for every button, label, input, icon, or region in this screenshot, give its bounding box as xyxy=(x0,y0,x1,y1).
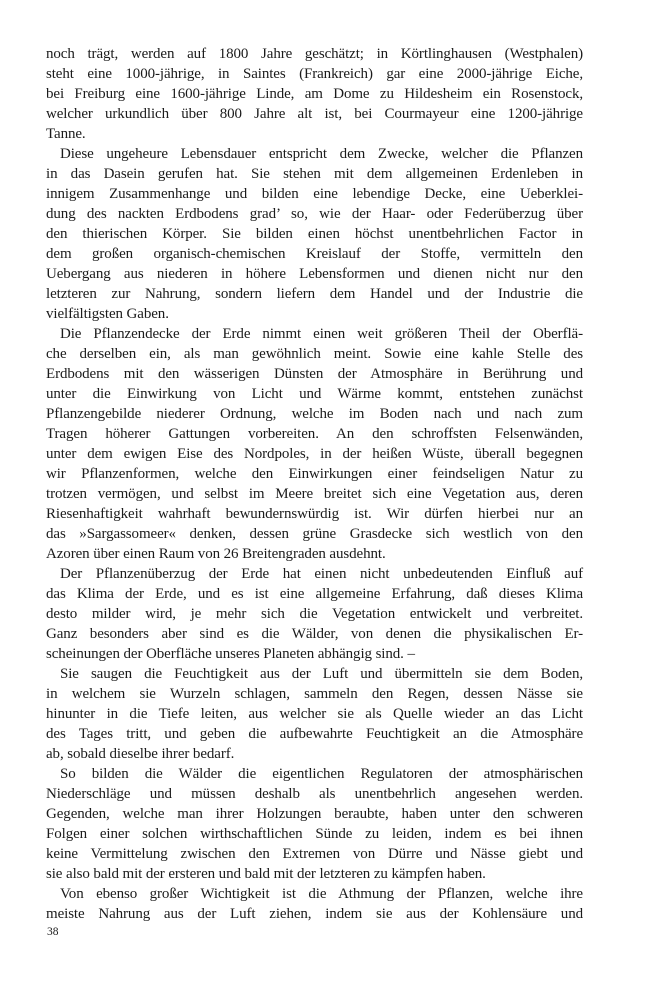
text-line: Folgen einer solchen wirthschaftlichen Sünde zu leiden, indem es bei ihnen xyxy=(46,826,583,842)
text-line: noch trägt, werden auf 1800 Jahre geschätzt; in Körtlinghausen (Westphalen) xyxy=(46,46,583,62)
text-line: in das Dasein gerufen hat. Sie stehen mit dem allgemeinen Erdenleben in xyxy=(46,166,583,182)
text-line: unter die Einwirkung von Licht und Wärme kommt, entstehen zunächst xyxy=(46,386,583,402)
text-line: So bilden die Wälder die eigentlichen Regulatoren der atmosphärischen xyxy=(60,766,583,782)
paragraph xyxy=(46,564,583,664)
text-line: Riesenhaftigkeit wahrhaft bewundernswürdig ist. Wir dürfen hierbei nur an xyxy=(46,506,583,522)
text-line: Die Pflanzendecke der Erde nimmt einen weit größeren Theil der Oberflä- xyxy=(60,326,583,342)
text-line: letzteren zur Nahrung, sondern liefern dem Handel und der Industrie die xyxy=(46,286,583,302)
text-line: Gegenden, welche man ihrer Holzungen beraubte, haben unter den schweren xyxy=(46,806,583,822)
text-line: Pflanzengebilde niederer Ordnung, welche im Boden nach und nach zum xyxy=(46,406,583,422)
text-line: unter dem ewigen Eise des Nordpoles, in der heißen Wüste, überall begegnen xyxy=(46,446,583,462)
text-line: vielfältigsten Gaben. xyxy=(46,306,169,322)
text-line: Der Pflanzenüberzug der Erde hat einen nicht unbedeutenden Einfluß auf xyxy=(60,566,583,582)
paragraph xyxy=(46,324,583,564)
text-line: meiste Nahrung aus der Luft ziehen, indem sie aus der Kohlensäure und xyxy=(46,906,583,922)
text-line: Diese ungeheure Lebensdauer entspricht dem Zwecke, welcher die Pflanzen xyxy=(60,146,583,162)
text-line: des Tages tritt, und geben die aufbewahrte Feuchtigkeit an die Atmosphäre xyxy=(46,726,583,742)
text-line: Tanne. xyxy=(46,126,86,142)
paragraph xyxy=(46,664,583,764)
text-line: desto milder wird, je mehr sich die Vegetation entwickelt und verbreitet. xyxy=(46,606,583,622)
paragraph xyxy=(46,144,583,324)
text-line: hinunter in die Tiefe leiten, aus welcher sie als Quelle wieder an das Licht xyxy=(46,706,583,722)
text-line: dung des nackten Erdbodens grad’ so, wie der Haar- oder Federüberzug über xyxy=(46,206,583,222)
text-line: den thierischen Körper. Sie bilden einen höchst unentbehrlichen Factor in xyxy=(46,226,583,242)
text-line: bei Freiburg eine 1600-jährige Linde, am Dome zu Hildesheim ein Rosenstock, xyxy=(46,86,583,102)
text-block xyxy=(46,44,583,924)
text-line: wir Pflanzenformen, welche den Einwirkungen einer feindseligen Natur zu xyxy=(46,466,583,482)
paragraph xyxy=(46,764,583,884)
text-line: innigem Zusammenhange und bilden eine lebendige Decke, eine Ueberklei- xyxy=(46,186,583,202)
text-line: Azoren über einen Raum von 26 Breitengraden ausdehnt. xyxy=(46,546,386,562)
text-line: welcher urkundlich über 800 Jahre alt ist, bei Courmayeur eine 1200-jährige xyxy=(46,106,583,122)
text-line: Tragen höherer Gattungen vorbereiten. An den schroffsten Felsenwänden, xyxy=(46,426,583,442)
text-line: Niederschläge und müssen deshalb als unentbehrlich angesehen werden. xyxy=(46,786,583,802)
text-line: steht eine 1000-jährige, in Saintes (Frankreich) gar eine 2000-jährige Eiche, xyxy=(46,66,583,82)
page-number: 38 xyxy=(47,926,59,938)
text-line: ab, sobald dieselbe ihrer bedarf. xyxy=(46,746,235,762)
text-line: Uebergang aus niederen in höhere Lebensformen und dienen nicht nur den xyxy=(46,266,583,282)
text-line: Sie saugen die Feuchtigkeit aus der Luft und übermitteln sie dem Boden, xyxy=(60,666,583,682)
text-line: Von ebenso großer Wichtigkeit ist die Athmung der Pflanzen, welche ihre xyxy=(60,886,583,902)
text-line: das Klima der Erde, und es ist eine allgemeine Erfahrung, daß dieses Klima xyxy=(46,586,583,602)
text-line: keine Vermittelung zwischen den Extremen von Dürre und Nässe giebt und xyxy=(46,846,583,862)
text-line: sie also bald mit der ersteren und bald mit der letzteren zu kämpfen haben. xyxy=(46,866,486,882)
text-line: che derselben ein, als man gewöhnlich meint. Sowie eine kahle Stelle des xyxy=(46,346,583,362)
text-line: in welchem sie Wurzeln schlagen, sammeln den Regen, dessen Nässe sie xyxy=(46,686,583,702)
text-line: scheinungen der Oberfläche unseres Planeten abhängig sind. – xyxy=(46,646,415,662)
text-line: Ganz besonders aber sind es die Wälder, von denen die physikalischen Er- xyxy=(46,626,583,642)
text-line: das »Sargassomeer« denken, dessen grüne Grasdecke sich westlich von den xyxy=(46,526,583,542)
text-line: Erdbodens mit den wässerigen Dünsten der Atmosphäre in Berührung und xyxy=(46,366,583,382)
paragraph xyxy=(46,44,583,144)
paragraph xyxy=(46,884,583,924)
text-line: trotzen vermögen, und selbst im Meere breitet sich eine Vegetation aus, deren xyxy=(46,486,583,502)
text-line: dem großen organisch-chemischen Kreislauf der Stoffe, vermitteln den xyxy=(46,246,583,262)
